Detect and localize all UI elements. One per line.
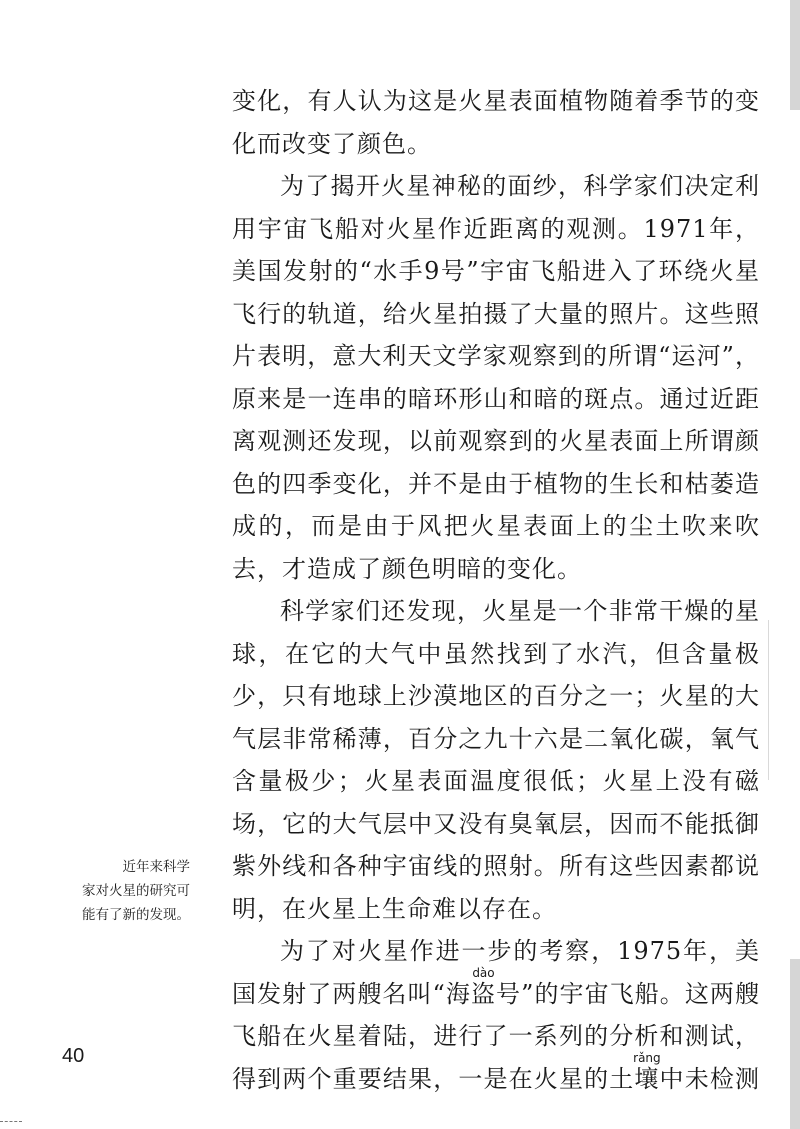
text-line: 火星上生命难以存在。 [307, 894, 557, 923]
paragraph [232, 590, 760, 930]
scan-edge-top [790, 0, 800, 110]
text-line: 来是一连串的暗环形山和暗的斑点。通过近距离 [232, 384, 761, 455]
text-line: 和各种宇宙线的照射。所有这些因素都说明，在 [232, 852, 761, 923]
text-line: 科学家们还发现，火星是一个非常干燥的星 [280, 597, 760, 625]
text-line: 得到两个重要结果，一是在火星的土 [232, 1064, 635, 1093]
pinyin-label: rǎng [633, 1050, 661, 1065]
text-line: 为了对火星作进一步的考察，1975年，美国 [232, 937, 760, 1008]
text-line: 国发射的“水手9号”宇宙飞船进入了环绕火星飞 [232, 257, 761, 328]
main-text [232, 80, 760, 1100]
paragraph [232, 930, 760, 1100]
text-line: 化而改变了颜色。 [232, 129, 432, 158]
pinyin-label: dào [470, 965, 496, 980]
text-line: 球，在它的大气中虽然找到了水汽，但含量极少， [232, 639, 760, 710]
text-line: 观测还发现，以前观察到的火星表面上所谓颜色 [232, 427, 761, 498]
text-line: 号”的宇宙飞船。这两艘 [496, 979, 761, 1008]
page-number: 40 [62, 1045, 85, 1067]
paragraph [232, 80, 760, 165]
text-line: 非常稀薄，百分之九十六是二氧化碳，氧气含量 [232, 724, 761, 795]
text-line: 的大气层中又没有臭氧层，因而不能抵御紫外线 [232, 809, 761, 880]
text-line: 只有地球上沙漠地区的百分之一；火星的大气层 [232, 682, 761, 753]
text-line: 中未检测 [659, 1064, 760, 1093]
text-line: 飞船在火星着陆，进行了一系列的分析和测试， [232, 1022, 760, 1050]
scan-edge-rule [768, 620, 769, 780]
paragraph [232, 165, 760, 590]
ruby-annotation [470, 965, 497, 1008]
text-line: 的四季变化，并不是由于植物的生长和枯萎造成 [232, 469, 761, 540]
ruby-base-char: 壤 [633, 1064, 661, 1093]
text-line: 的，而是由于风把火星表面上的尘土吹来吹去， [232, 512, 761, 583]
margin-note [58, 855, 190, 927]
text-line: 变化，有人认为这是火星表面植物随着季节的变 [232, 87, 760, 115]
ruby-annotation [633, 1050, 661, 1093]
margin-note-line: 家对火星的研究可 [82, 883, 190, 899]
margin-note-line: 近年来科学 [122, 859, 190, 875]
margin-note-line: 能有了新的发现。 [82, 907, 190, 923]
text-line: 发射了两艘名叫“海 [257, 979, 471, 1008]
text-line: 表明，意大利天文学家观察到的所谓“运河”，原 [232, 342, 760, 413]
text-line: 用宇宙飞船对火星作近距离的观测。1971年，美 [232, 214, 760, 285]
scan-edge-bottom [790, 959, 800, 1129]
text-line: 极少；火星表面温度很低；火星上没有磁场，它 [232, 767, 761, 838]
corner-mark [0, 1121, 22, 1123]
text-line: 行的轨道，给火星拍摄了大量的照片。这些照片 [232, 299, 761, 370]
text-line: 才造成了颜色明暗的变化。 [282, 554, 582, 583]
text-line: 为了揭开火星神秘的面纱，科学家们决定利 [280, 172, 760, 200]
ruby-base-char: 盗 [470, 979, 497, 1008]
